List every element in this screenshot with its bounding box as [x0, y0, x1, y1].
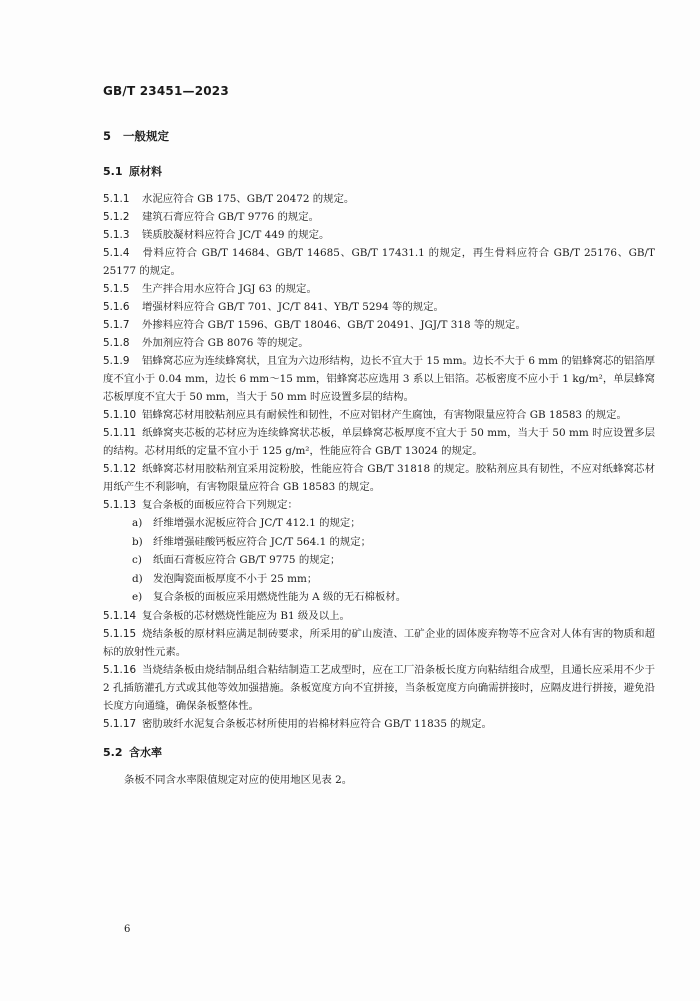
subsection-number: 5.2: [103, 745, 123, 759]
list-item-b: [103, 533, 655, 552]
clause-number: 5.1.9: [103, 355, 130, 367]
clause-number: 5.1.4: [103, 247, 130, 259]
clause-number: 5.1.10: [103, 409, 137, 421]
section-number: 5: [103, 129, 112, 143]
clause-5-1-5: [103, 280, 655, 298]
clause-text: 密肋玻纤水泥复合条板芯材所使用的岩棉材料应符合 GB/T 11835 的规定。: [142, 717, 492, 730]
clause-5-1-11: [103, 424, 655, 460]
clause-number: 5.1.11: [103, 427, 137, 439]
clause-text: 水泥应符合 GB 175、GB/T 20472 的规定。: [142, 193, 355, 205]
clause-5-1-3: [103, 226, 655, 244]
standard-number: GB/T 23451—2023: [103, 84, 229, 98]
clause-5-1-13: [103, 496, 655, 514]
clause-number: 5.1.17: [103, 717, 137, 730]
clause-number: 5.1.16: [103, 663, 137, 676]
clause-5-1-4: [103, 244, 655, 280]
clause-text: 铝蜂窝芯材用胶粘剂应具有耐候性和韧性，不应对铝材产生腐蚀，有害物限量应符合 GB 18583 的规定。: [142, 409, 627, 421]
subsection-number: 5.1: [103, 165, 123, 178]
clause-text: 纸蜂窝芯材用胶粘剂宜采用淀粉胶，性能应符合 GB/T 31818 的规定。胶粘剂应具有韧性，不应对纸蜂窝芯材用纸产生不利影响，有害物限量应符合 GB 18583 的规定。: [103, 463, 655, 493]
clause-5-1-2: [103, 208, 655, 226]
clause-5-1-15: [103, 625, 655, 661]
subsection-title: 含水率: [129, 745, 162, 759]
clause-text: 外掺料应符合 GB/T 1596、GB/T 18046、GB/T 20491、JGJ/T 318 等的规定。: [142, 319, 526, 331]
list-text: 发泡陶瓷面板厚度不小于 25 mm；: [153, 572, 318, 585]
list-marker: e): [132, 591, 143, 603]
page-content: [103, 128, 655, 789]
list-text: 复合条板的面板应采用燃烧性能为 A 级的无石棉板材。: [153, 591, 407, 603]
clause-text: 骨料应符合 GB/T 14684、GB/T 14685、GB/T 17431.1 的规定，再生骨料应符合 GB/T 25176、GB/T 25177 的规定。: [103, 247, 655, 277]
clause-5-1-16: [103, 661, 655, 715]
clause-number: 5.1.13: [103, 499, 137, 511]
clause-5-1-8: [103, 334, 655, 352]
list-text: 纸面石膏板应符合 GB/T 9775 的规定；: [153, 554, 341, 566]
clause-5-1-9: [103, 352, 655, 406]
clause-number: 5.1.1: [103, 193, 130, 205]
list-marker: d): [132, 572, 143, 585]
list-marker: c): [132, 554, 142, 566]
clause-5-1-7: [103, 316, 655, 334]
paragraph-5-2: 条板不同含水率限值规定对应的使用地区见表 2。: [124, 773, 353, 786]
section-heading-5: [103, 128, 655, 144]
clause-text: 镁质胶凝材料应符合 JC/T 449 的规定。: [142, 229, 330, 241]
clause-text: 烧结条板的原材料应满足制砖要求，所采用的矿山废渣、工矿企业的固体废弃物等不应含对人体有害的物质和超标的放射性元素。: [103, 627, 655, 658]
clause-5-1-14: [103, 607, 655, 625]
clause-number: 5.1.14: [103, 609, 137, 622]
clause-number: 5.1.12: [103, 463, 137, 475]
page-number: 6: [124, 924, 131, 935]
list-marker: b): [132, 535, 143, 548]
clause-text: 增强材料应符合 GB/T 701、JC/T 841、YB/T 5294 等的规定。: [142, 301, 444, 313]
list-item-a: [103, 514, 655, 533]
subsection-heading-5-1: [103, 163, 655, 179]
clause-text: 复合条板的芯材燃烧性能应为 B1 级及以上。: [142, 609, 350, 622]
clause-text: 建筑石膏应符合 GB/T 9776 的规定。: [142, 211, 320, 223]
list-item-d: [103, 570, 655, 589]
clause-text: 外加剂应符合 GB 8076 等的规定。: [142, 337, 309, 349]
subsection-heading-5-2: [103, 744, 655, 760]
list-item-c: [103, 551, 655, 570]
clause-text: 当烧结条板由烧结制品组合粘结制造工艺成型时，应在工厂沿条板长度方向粘结组合成型，且通长应采用不少于 2 孔插筋灌孔方式或其他等效加强措施。条板宽度方向不宜拼接，当条板宽度方向确需拼接时，应隔皮进行拼接，避免沿长度方向通缝，确保条板整体性。: [103, 663, 655, 712]
clause-number: 5.1.15: [103, 627, 137, 640]
clause-text: 纸蜂窝夹芯板的芯材应为连续蜂窝状芯板，单层蜂窝芯板厚度不宜大于 50 mm，当大于 50 mm 时应设置多层的结构。芯材用纸的定量不宜小于 125 g/m²，性能应符合 GB/T 13024 的规定。: [103, 427, 655, 457]
clause-5-1-10: [103, 406, 655, 424]
list-item-e: [103, 588, 655, 607]
clause-5-1-6: [103, 298, 655, 316]
subsection-title: 原材料: [129, 165, 162, 178]
clause-number: 5.1.3: [103, 229, 130, 241]
list-marker: a): [132, 517, 143, 529]
clause-5-1-1: [103, 190, 655, 208]
clause-number: 5.1.2: [103, 211, 130, 223]
clause-number: 5.1.7: [103, 319, 130, 331]
list-text: 纤维增强硅酸钙板应符合 JC/T 564.1 的规定；: [153, 535, 372, 548]
clause-text: 生产拌合用水应符合 JGJ 63 的规定。: [142, 283, 317, 295]
clause-5-1-17: [103, 715, 655, 733]
clause-5-1-12: [103, 460, 655, 496]
section-title: 一般规定: [123, 129, 169, 143]
clause-number: 5.1.8: [103, 337, 130, 349]
clause-text: 铝蜂窝芯应为连续蜂窝状，且宜为六边形结构，边长不宜大于 15 mm。边长不大于 6 mm 的铝蜂窝芯的铝箔厚度不宜小于 0.04 mm，边长 6 mm～15 mm，铝蜂窝芯应选用 3 系以上铝箔。芯板密度不应小于 1 kg/m²，单层蜂窝芯板厚度不宜大于 50 mm，当大于 50 mm 时应设置多层的结构。: [103, 355, 655, 403]
clause-text: 复合条板的面板应符合下列规定：: [142, 499, 298, 511]
clause-number: 5.1.6: [103, 301, 130, 313]
clause-number: 5.1.5: [103, 283, 130, 295]
list-text: 纤维增强水泥板应符合 JC/T 412.1 的规定；: [153, 517, 361, 529]
